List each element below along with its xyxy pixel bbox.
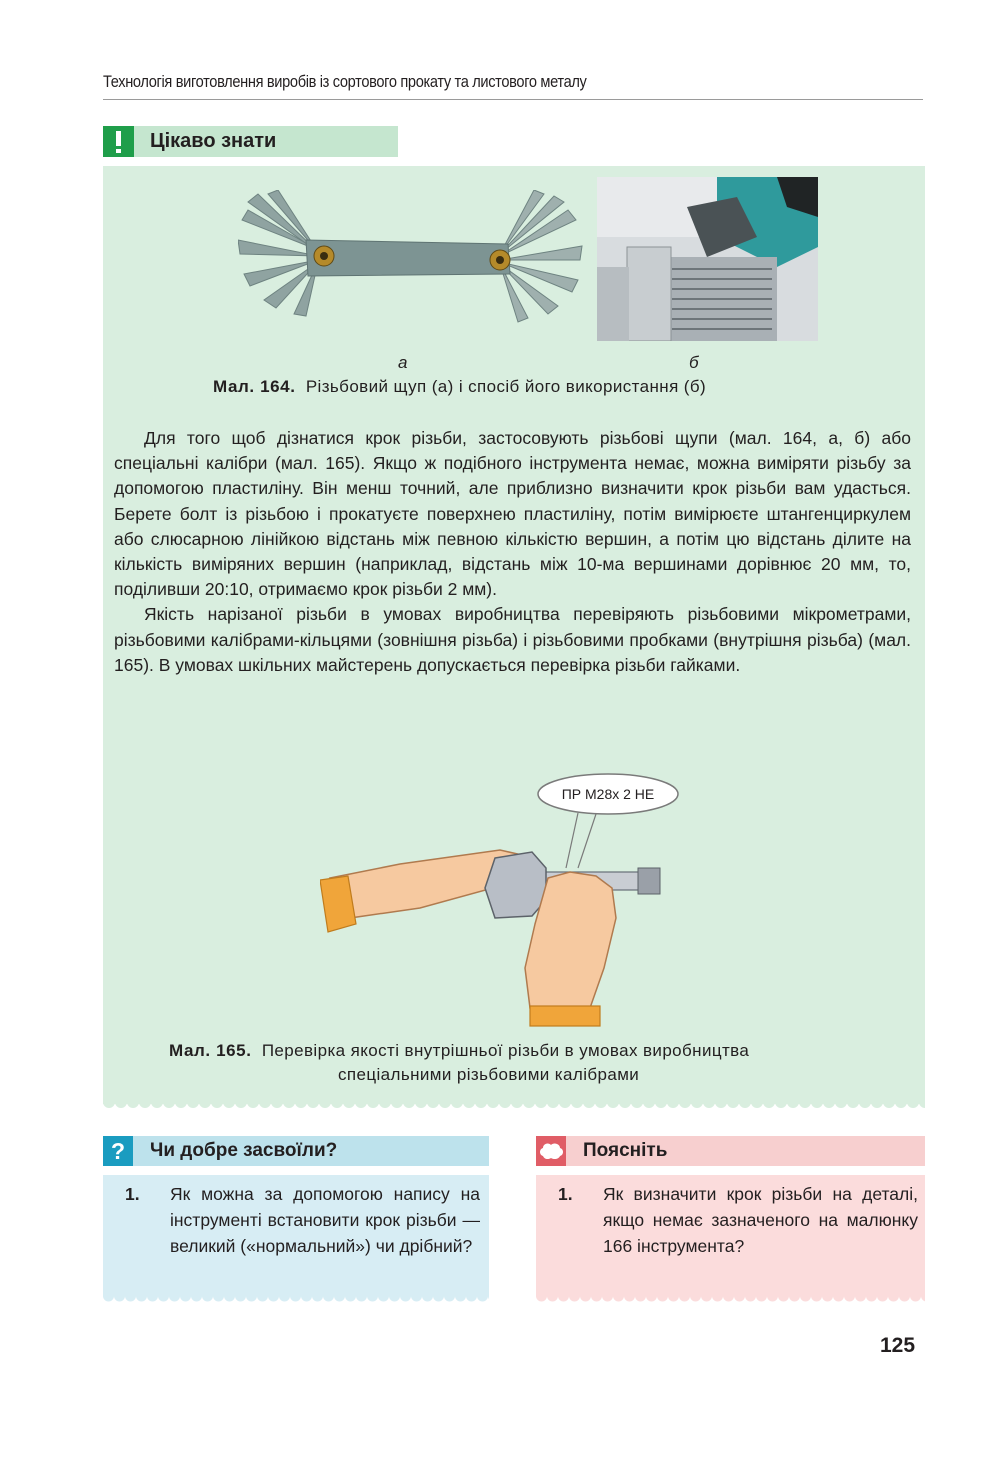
fig164-label-b: б <box>689 353 699 372</box>
fig165-caption-text: Перевірка якості внутрішньої різьби в умовах виробництва <box>261 1041 750 1060</box>
header-divider <box>103 99 923 100</box>
interesting-heading <box>103 126 398 157</box>
fig165-caption-line1 <box>169 1041 749 1061</box>
exclamation-icon <box>103 126 134 157</box>
running-header: Технологія виготовлення виробів із сортового прокату та листового металу <box>103 72 587 91</box>
paragraph-2: Якість нарізаної різьби в умовах виробництва перевіряють різьбовими мікрометрами, різьбовими калібрами-кільцями (зовнішня різьба) і різьбовими пробками (внутрішня різьба) (мал. 165). В умовах шкільних майстерень допускається перевірка різьби гайками. <box>114 604 911 675</box>
thread-gauge-image <box>238 190 584 325</box>
explain-number: 1. <box>558 1184 573 1204</box>
explain-heading <box>536 1136 925 1166</box>
questions-scalloped-edge <box>103 1289 489 1303</box>
fig164-caption-label: Мал. 164. <box>213 377 296 396</box>
question-text: Як можна за допомогою напису на інструменті встановити крок різьби — великий («нормальний») чи дрібний? <box>170 1184 480 1256</box>
fig164-caption-text: Різьбовий щуп (а) і спосіб його використання (б) <box>305 377 707 396</box>
interesting-title: Цікаво знати <box>150 130 277 152</box>
callout-text: ПР М28х 2 НЕ <box>561 786 655 802</box>
fig165-caption-line2: спеціальними різьбовими калібрами <box>338 1065 640 1084</box>
box-scalloped-edge <box>103 1094 925 1110</box>
paragraph-1: Для того щоб дізнатися крок різьби, застосовують різьбові щупи (мал. 164, а, б) або спеціальні калібри (мал. 165). Якщо ж подібного інструмента немає, можна виміряти різьбу за допомогою пластиліну. Він менш точний, але приблизно визначити крок різьби вам удасться. Берете болт із різьбою і прокатуєте поверхнею пластиліну, потім вимірюєте штангенциркулем або слюсарною лінійкою відстань між певною кількістю вершин, а потім цю відстань ділите на кількість виміряних вершин (наприклад, відстань між 10-ма вершинами дорівнює 20 мм, то, поділивши 20:10, отримаємо крок різьби 2 мм). <box>114 428 911 600</box>
plug-gauge-illustration <box>320 768 700 1028</box>
questions-title: Чи добре засвоїли? <box>150 1140 338 1161</box>
explain-text: Як визначити крок різьби на деталі, якщо немає зазначеного на малюнку 166 інструмента? <box>603 1184 918 1256</box>
gauge-usage-photo <box>597 177 818 341</box>
page-number: 125 <box>880 1334 916 1357</box>
fig164-label-a: а <box>398 353 408 372</box>
explain-box <box>536 1175 925 1295</box>
explain-scalloped-edge <box>536 1289 925 1303</box>
questions-box <box>103 1175 489 1295</box>
brain-icon <box>536 1136 566 1166</box>
question-number: 1. <box>125 1184 140 1204</box>
fig165-caption-label: Мал. 165. <box>169 1041 252 1060</box>
fig164-caption <box>213 377 706 397</box>
question-mark-icon: ? <box>103 1136 133 1166</box>
questions-heading <box>103 1136 489 1166</box>
interesting-body <box>114 426 911 678</box>
explain-title: Поясніть <box>583 1140 668 1161</box>
